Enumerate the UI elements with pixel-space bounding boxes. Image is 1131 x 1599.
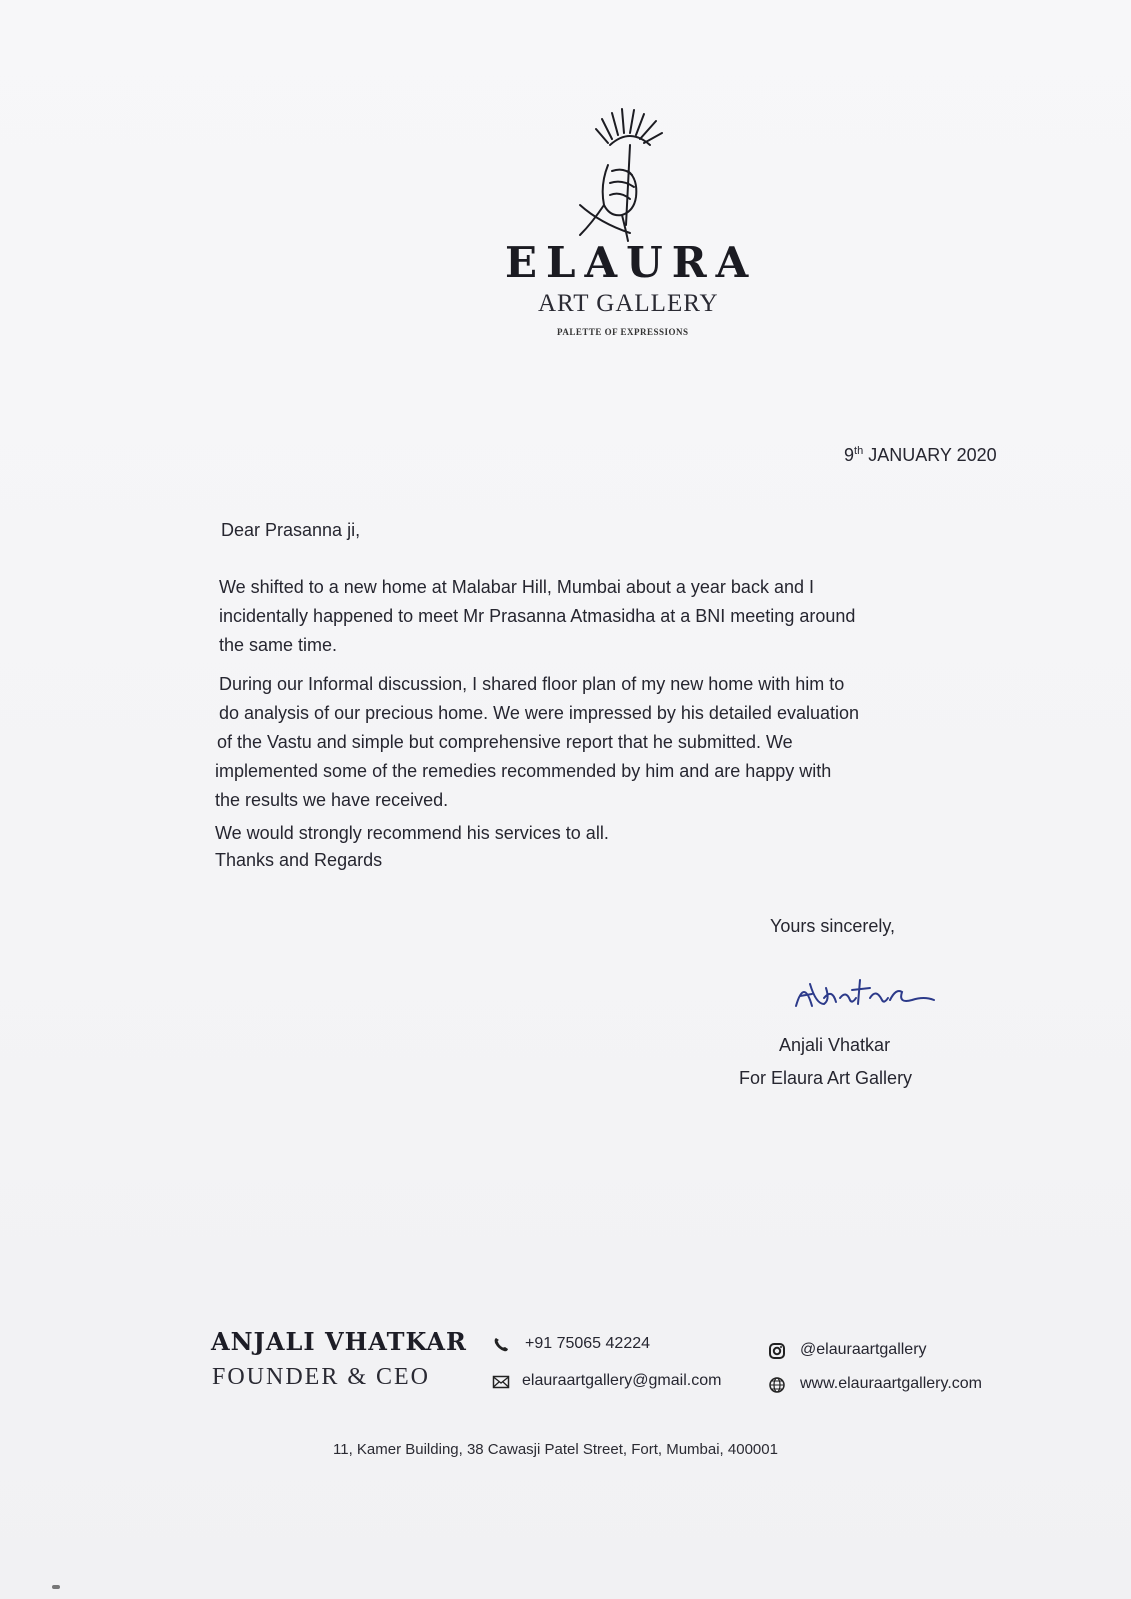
signature	[790, 970, 940, 1018]
body-line: During our Informal discussion, I shared floor plan of my new home with him to	[219, 674, 845, 694]
footer-website: www.elauraartgallery.com	[800, 1375, 982, 1392]
brand-tagline: PALETTE OF EXPRESSIONS	[557, 327, 689, 337]
body-line: Thanks and Regards	[215, 850, 383, 870]
closing: Yours sincerely,	[770, 916, 896, 936]
footer-email: elauraartgallery@gmail.com	[522, 1372, 722, 1389]
footer-phone: +91 75065 42224	[525, 1335, 651, 1352]
body-line: incidentally happened to meet Mr Prasanna Atmasidha at a BNI meeting around	[219, 606, 856, 626]
body-line: do analysis of our precious home. We were impressed by his detailed evaluation	[219, 703, 860, 723]
brand-name: ELAURA	[505, 238, 758, 287]
body-line: the same time.	[219, 635, 338, 655]
body-line: We would strongly recommend his services to all.	[215, 823, 609, 843]
body-line: of the Vastu and simple but comprehensive report that he submitted. We	[217, 732, 793, 752]
footer-instagram: @elauraartgallery	[800, 1341, 927, 1358]
signer-organization: For Elaura Art Gallery	[739, 1068, 913, 1088]
date-month-year: JANUARY 2020	[868, 445, 997, 465]
instagram-icon	[768, 1342, 786, 1360]
brand-subtitle: ART GALLERY	[538, 290, 719, 317]
body-line: implemented some of the remedies recommended by him and are happy with	[215, 761, 832, 781]
footer-address: 11, Kamer Building, 38 Cawasji Patel Street, Fort, Mumbai, 400001	[333, 1441, 778, 1458]
salutation: Dear Prasanna ji,	[221, 520, 361, 540]
body-line: We shifted to a new home at Malabar Hill, Mumbai about a year back and I	[219, 577, 814, 597]
mail-icon	[492, 1373, 510, 1391]
footer-name: ANJALI VHATKAR	[211, 1327, 467, 1356]
date-day: 9	[844, 445, 855, 465]
letter-date	[844, 444, 997, 466]
phone-icon	[492, 1336, 510, 1354]
footer-role: FOUNDER & CEO	[212, 1364, 431, 1390]
scan-mark	[52, 1585, 60, 1589]
globe-icon	[768, 1376, 786, 1394]
signer-name: Anjali Vhatkar	[779, 1035, 891, 1055]
date-suffix: th	[854, 445, 864, 457]
body-line: the results we have received.	[215, 790, 449, 810]
